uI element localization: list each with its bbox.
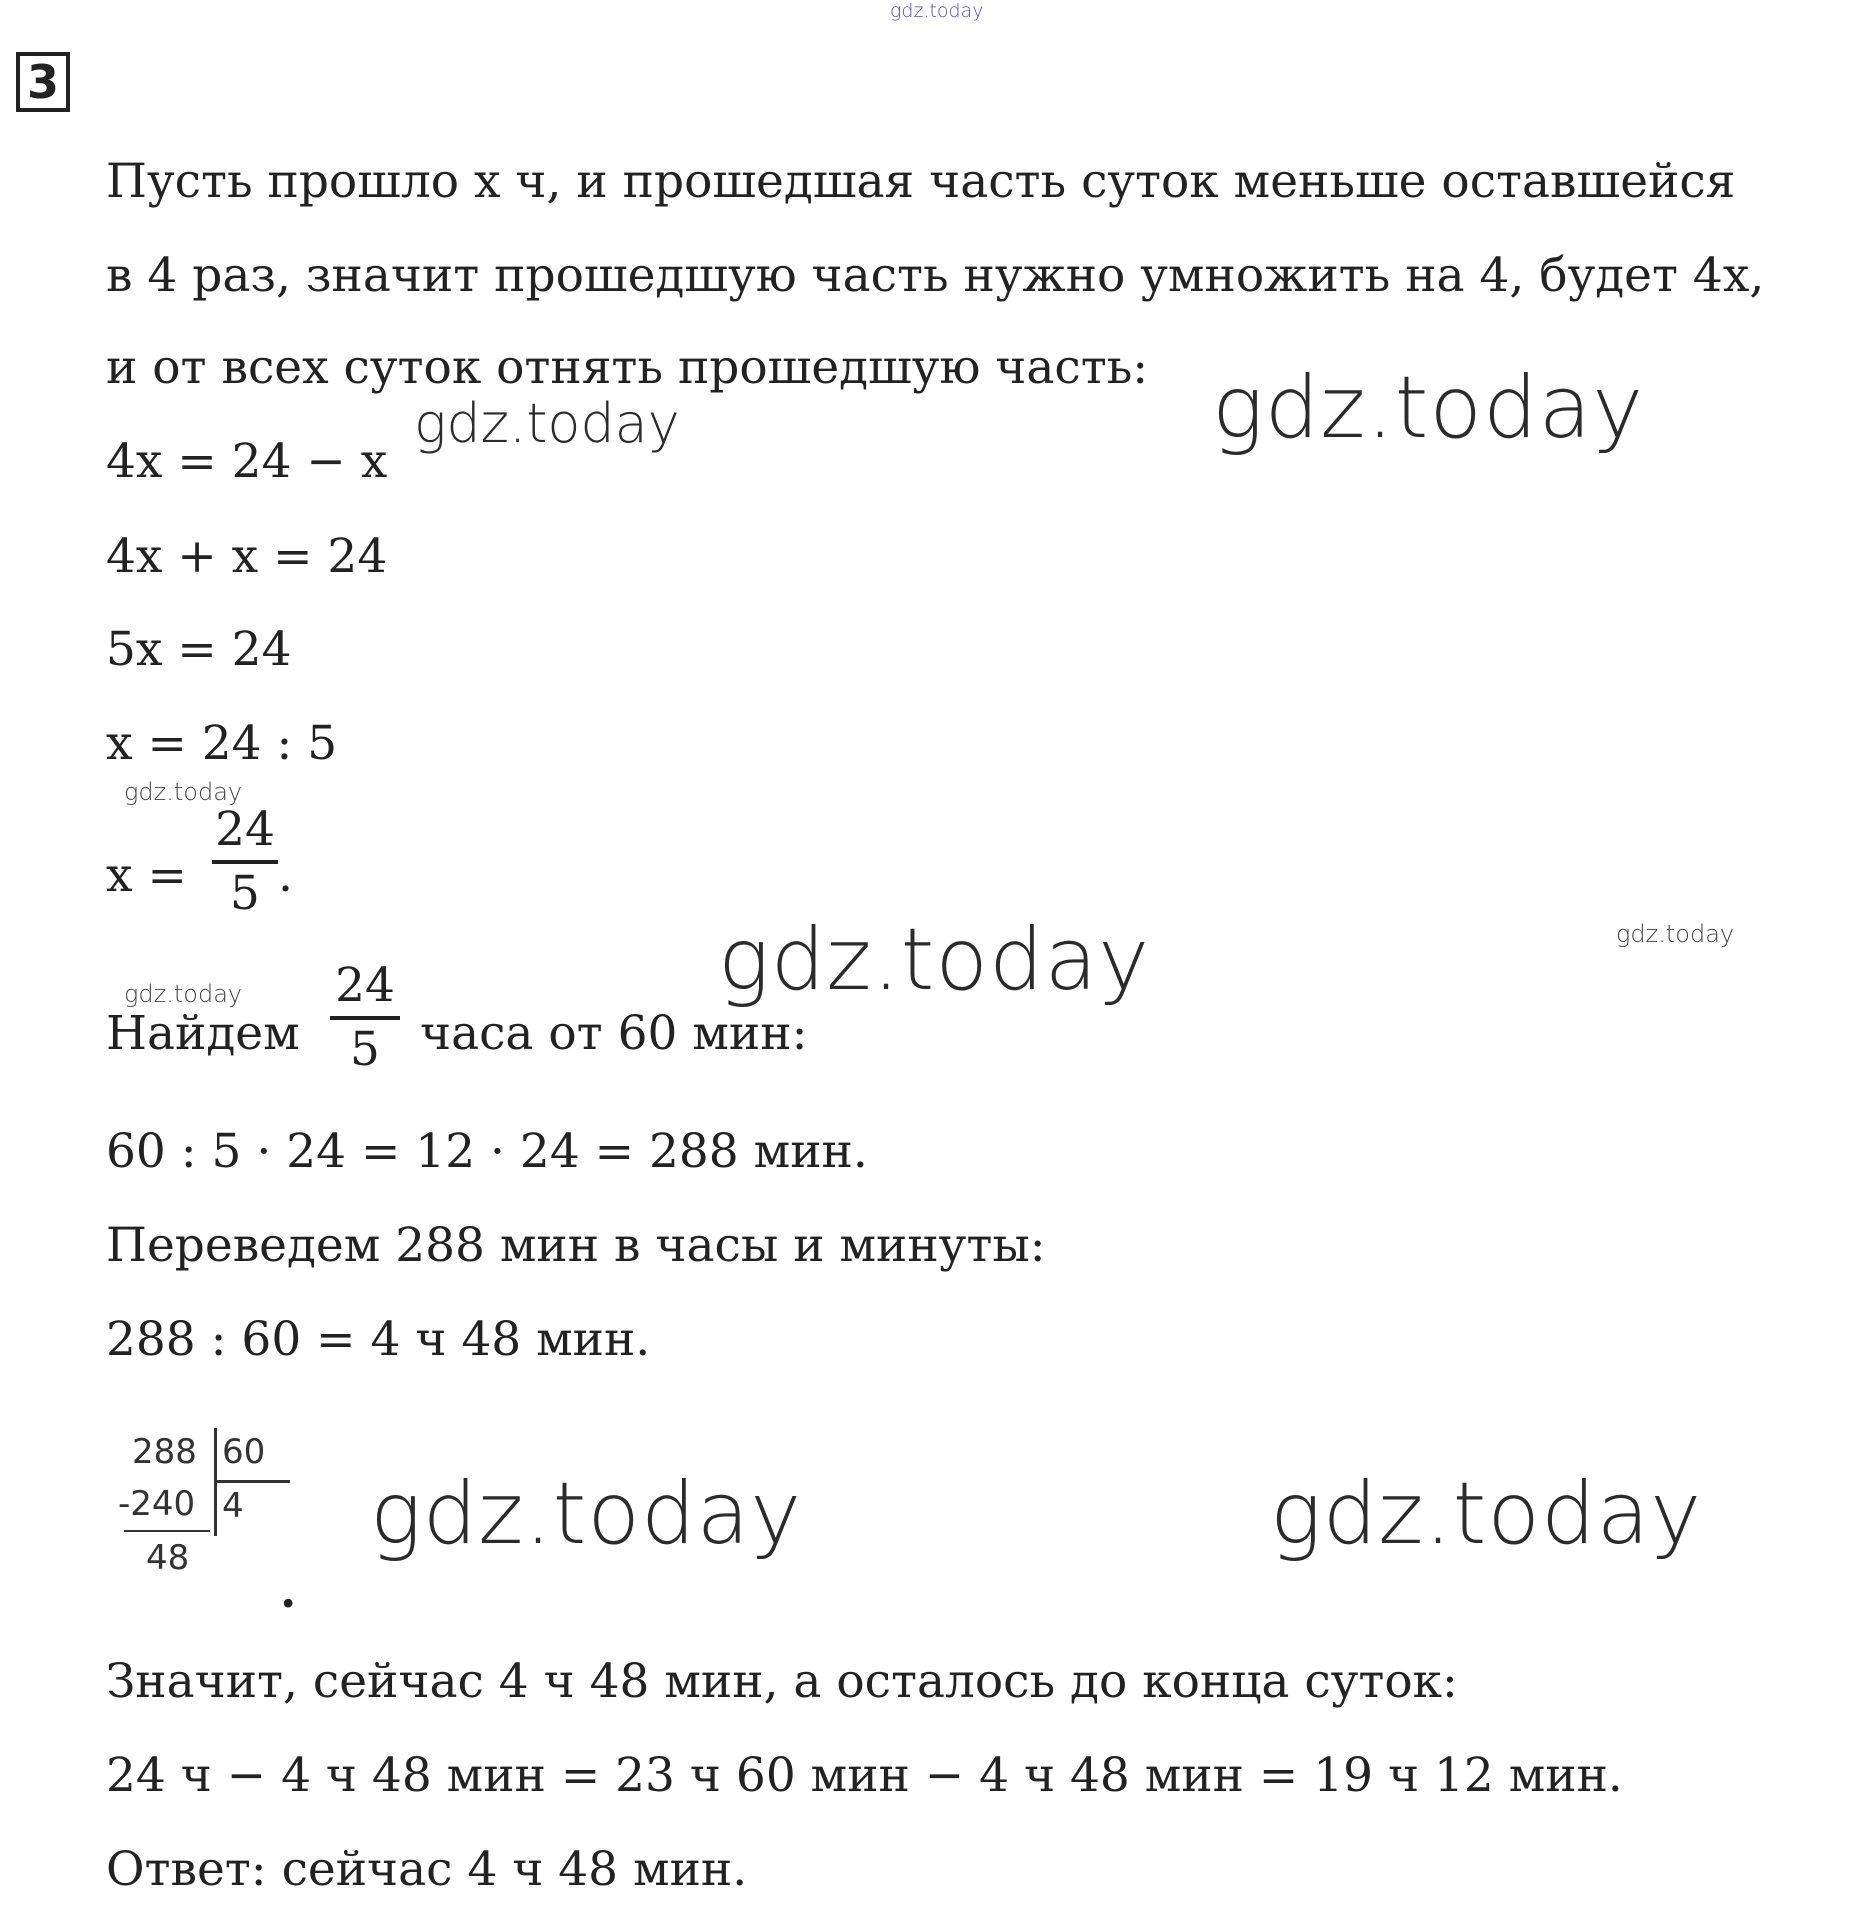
watermark-medium-1: gdz.today bbox=[414, 392, 680, 455]
calc-line-2: 288 : 60 = 4 ч 48 мин. bbox=[106, 1312, 651, 1367]
division-divisor: 60 bbox=[222, 1432, 266, 1472]
answer-line: Ответ: сейчас 4 ч 48 мин. bbox=[106, 1842, 748, 1897]
watermark-small-2: gdz.today bbox=[1616, 920, 1735, 948]
fraction-denominator: 5 bbox=[230, 866, 260, 921]
find-prefix: Найдем bbox=[106, 1006, 300, 1061]
calc-line-3: 24 ч − 4 ч 48 мин = 23 ч 60 мин − 4 ч 48 мин = 19 ч 12 мин. bbox=[106, 1748, 1623, 1803]
fraction-24-over-5 bbox=[212, 802, 278, 922]
watermark-large-3: gdz.today bbox=[370, 1464, 803, 1564]
division-horizontal-line bbox=[214, 1480, 290, 1483]
equation-2: 4x + x = 24 bbox=[106, 529, 388, 584]
fraction-denominator: 5 bbox=[350, 1022, 380, 1077]
watermark-small-3: gdz.today bbox=[124, 980, 243, 1008]
division-quotient: 4 bbox=[222, 1486, 244, 1526]
text-line-1: Пусть прошло x ч, и прошедшая часть суток меньше оставшейся bbox=[106, 154, 1736, 209]
fraction-bar bbox=[330, 1016, 400, 1020]
watermark-large-4: gdz.today bbox=[1270, 1464, 1703, 1564]
fraction-24-over-5-b bbox=[330, 958, 400, 1078]
watermark-large-2: gdz.today bbox=[718, 910, 1151, 1010]
equation-5-dot: . bbox=[278, 848, 293, 903]
watermark-small-1: gdz.today bbox=[124, 778, 243, 806]
division-subtrahend: -240 bbox=[118, 1484, 196, 1524]
task-number-badge: 3 bbox=[16, 52, 70, 112]
find-suffix: часа от 60 мин: bbox=[420, 1006, 808, 1061]
text-line-2: в 4 раз, значит прошедшую часть нужно умножить на 4, будет 4x, bbox=[106, 248, 1765, 303]
division-remainder: 48 bbox=[146, 1538, 190, 1578]
long-division bbox=[118, 1428, 288, 1588]
equation-5-lhs: x = bbox=[106, 848, 187, 903]
division-dividend: 288 bbox=[132, 1432, 197, 1472]
watermark-top: gdz.today bbox=[890, 0, 984, 22]
text-line-3: и от всех суток отнять прошедшую часть: bbox=[106, 340, 1149, 395]
division-dot: . bbox=[280, 1564, 297, 1619]
fraction-numerator: 24 bbox=[335, 958, 395, 1013]
calc-line-1: 60 : 5 · 24 = 12 · 24 = 288 мин. bbox=[106, 1124, 868, 1179]
division-underline bbox=[124, 1530, 210, 1532]
equation-4: x = 24 : 5 bbox=[106, 716, 338, 771]
fraction-numerator: 24 bbox=[215, 802, 275, 857]
fraction-bar bbox=[212, 860, 278, 864]
convert-line: Переведем 288 мин в часы и минуты: bbox=[106, 1218, 1046, 1273]
means-line: Значит, сейчас 4 ч 48 мин, а осталось до конца суток: bbox=[106, 1654, 1458, 1709]
watermark-large-1: gdz.today bbox=[1212, 358, 1645, 458]
equation-3: 5x = 24 bbox=[106, 622, 292, 677]
equation-1: 4x = 24 − x bbox=[106, 434, 388, 489]
